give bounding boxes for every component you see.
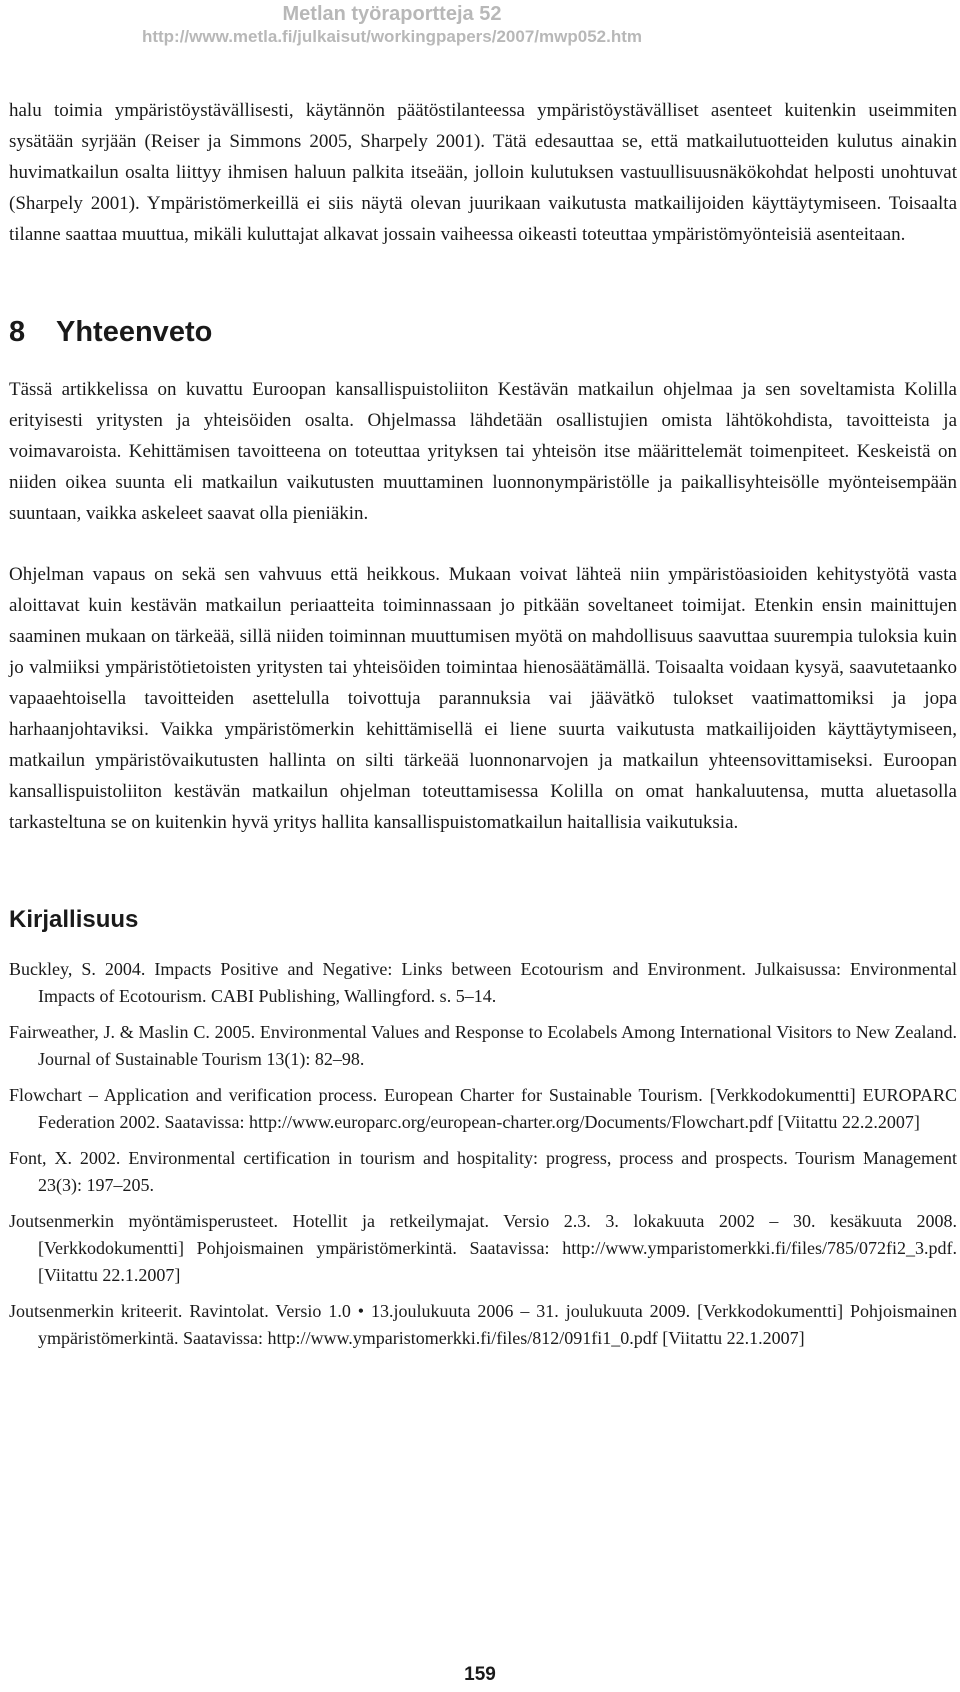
reference-item: Buckley, S. 2004. Impacts Positive and Negative: Links between Ecotourism and Environment. Julkaisussa: Environmental Impacts of Ecotourism. CABI Publishing, Wallingford. s. 5–14.	[9, 959, 957, 1006]
section-number: 8	[9, 316, 26, 348]
reference-item: Joutsenmerkin myöntämisperusteet. Hotellit ja retkeilymajat. Versio 2.3. 3. lokakuuta 2002 – 30. kesäkuuta 2008. [Verkkodokumentti] Pohjoismainen ympäristömerkintä. Saatavissa: http://www.ymparistomerkki.fi/files/785/072fi2_3.pdf. [Viitattu 22.1.2007]	[9, 1211, 957, 1285]
reference-item: Flowchart – Application and verification process. European Charter for Sustainable Tourism. [Verkkodokumentti] EUROPARC Federation 2002. Saatavissa: http://www.europarc.org/european-charter.org/Documents/Flowchart.pdf [Viitattu 22.2.2007]	[9, 1085, 957, 1132]
references-list	[9, 956, 957, 1352]
reference-item: Joutsenmerkin kriteerit. Ravintolat. Versio 1.0 • 13.joulukuuta 2006 – 31. joulukuuta 2009. [Verkkodokumentti] Pohjoismainen ympäristömerkintä. Saatavissa: http://www.ymparistomerkki.fi/files/812/091fi1_0.pdf [Viitattu 22.1.2007]	[9, 1301, 957, 1348]
references-heading: Kirjallisuus	[9, 906, 139, 933]
section-heading	[9, 314, 957, 350]
section-paragraph: Tässä artikkelissa on kuvattu Euroopan kansallispuistoliiton Kestävän matkailun ohjelmaa ja sen soveltamista Kolilla erityisesti yritysten ja yhteisöiden osalta. Ohjelmassa lähdetään osallistujien omista lähtökohdista, tavoitteista ja voimavaroista. Kehittämisen tavoitteena on toteuttaa yrityksen tai yhteisön itse määrittelemät toimenpiteet. Keskeistä on niiden oikea suunta eli matkailun vaikutusten muuttaminen luonnonympäristölle ja paikallisyhteisölle myönteisempään suuntaan, vaikka askeleet saavat olla pieniäkin.	[9, 379, 957, 524]
reference-item: Fairweather, J. & Maslin C. 2005. Environmental Values and Response to Ecolabels Among International Visitors to New Zealand. Journal of Sustainable Tourism 13(1): 82–98.	[9, 1022, 957, 1069]
intro-paragraph: halu toimia ympäristöystävällisesti, käytännön päätöstilanteessa ympäristöystävälliset asenteet kuitenkin useimmiten sysätään syrjään (Reiser ja Simmons 2005, Sharpely 2001). Tätä edesauttaa se, että matkailutuotteiden kulutus ainakin huvimatkailun osalta liittyy ihmisen haluun palkita itseään, jolloin kulutuksen vastuullisuusnäkökohdat helposti unohtuvat (Sharpely 2001). Ympäristömerkeillä ei siis näytä olevan juurikaan vaikutusta matkailijoiden käyttäytymiseen. Toisaalta tilanne saattaa muuttua, mikäli kuluttajat alkavat jossain vaiheessa oikeasti toteuttaa ympäristömyönteisiä asenteitaan.	[9, 100, 957, 245]
series-url: http://www.metla.fi/julkaisut/workingpapers/2007/mwp052.htm	[141, 27, 642, 46]
page-header	[142, 2, 642, 48]
article-body	[9, 95, 957, 1361]
section-title: Yhteenveto	[56, 316, 213, 348]
page-number: 159	[464, 1664, 496, 1685]
section-paragraph: Ohjelman vapaus on sekä sen vahvuus että heikkous. Mukaan voivat lähteä niin ympäristöasioiden kehitystyötä vasta aloittavat kuin kestävän matkailun periaatteita toiminnassaan jo pitkään soveltaneet toimijat. Etenkin ensin mainittujen saaminen mukaan on tärkeää, sillä niiden toiminnan muuttumisen myötä on mahdollisuus saavuttaa suurempia tuloksia kuin jo valmiiksi ympäristötietoisten yritysten tai yhteisöiden toimintaa hienosäätämällä. Toisaalta voidaan kysyä, saavutetaanko vapaaehtoisella tavoitteiden asettelulla toivottuja parannuksia vai jäävätkö tulokset vaatimattomiksi ja jopa harhaanjohtaviksi. Vaikka ympäristömerkin kehittämisellä ei liene suurta vaikutusta matkailijoiden käyttäytymiseen, matkailun ympäristövaikutusten hallinta on silti tärkeää luonnonarvojen ja matkailun yhteensovittamiseksi. Euroopan kansallispuistoliiton kestävän matkailun ohjelman toteuttamisessa Kolilla on omat hankaluutensa, mutta aluetasolla tarkasteltuna se on kuitenkin hyvä yritys hallita kansallispuistomatkailun haitallisia vaikutuksia.	[9, 564, 957, 833]
reference-item: Font, X. 2002. Environmental certification in tourism and hospitality: progress, process and prospects. Tourism Management 23(3): 197–205.	[9, 1148, 957, 1195]
series-title: Metlan työraportteja 52	[282, 3, 502, 25]
